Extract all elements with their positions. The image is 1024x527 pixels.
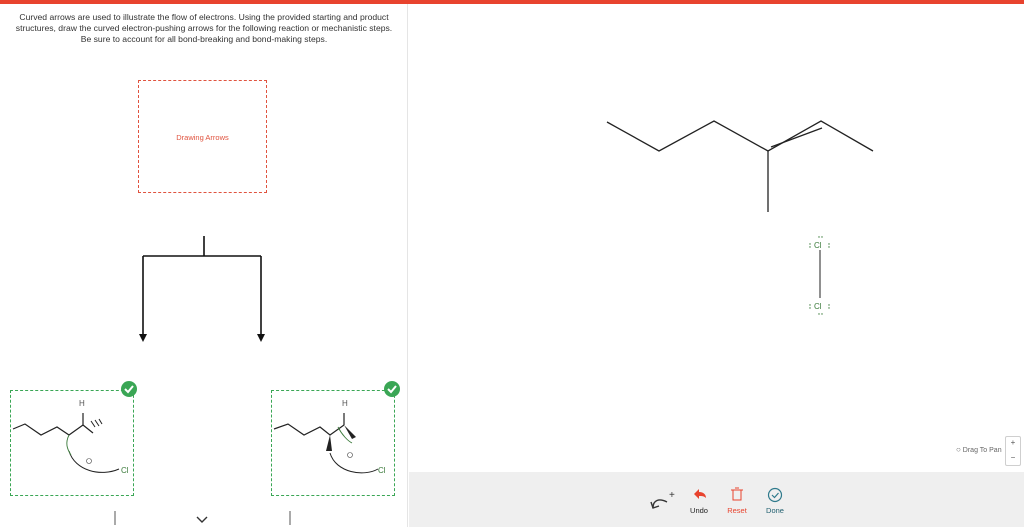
canvas-structures [409,4,1024,527]
mechanism-option-2[interactable] [271,390,395,496]
scroll-down-chevron-icon [197,517,207,522]
option-1-valid-icon [121,381,137,397]
pan-icon: ○ [956,445,961,454]
done-label: Done [766,506,784,515]
reset-label: Reset [727,506,747,515]
option-2-cl-label: Cl [378,466,386,475]
alkene-skeleton [607,121,873,212]
canvas-cl-top: Cl [814,241,822,250]
drawing-arrows-label: Drawing Arrows [176,133,229,142]
curved-arrow-plus-icon [645,486,679,516]
add-arrow-button[interactable] [645,486,679,520]
option-2-valid-icon [384,381,400,397]
trash-icon [720,486,754,506]
instructions-text: Curved arrows are used to illustrate the flow of electrons. Using the provided starting and product structures, draw the curved electron-pushing arrows for the following reaction or mechanistic steps. Be sure to account for all bond-breaking and bond-making steps. [15,12,393,44]
zoom-control [1005,436,1021,466]
option-2-h-label: H [342,399,348,408]
drawing-canvas[interactable] [409,4,1024,527]
reset-button[interactable] [720,486,754,520]
drag-to-pan-hint [956,445,1002,454]
canvas-cl-bottom: Cl [814,302,822,311]
bottom-toolbar [409,472,1024,527]
pan-hint-label: Drag To Pan [962,447,1002,454]
zoom-out-button[interactable]: − [1010,453,1016,462]
option-1-h-label: H [79,399,85,408]
arrowhead-right [257,334,265,342]
done-button[interactable] [758,486,792,520]
check-circle-icon [758,486,792,506]
undo-icon [682,486,716,506]
option-1-structure [11,391,135,497]
option-2-structure [272,391,396,497]
options-scroll-strip [0,505,408,527]
zoom-in-button[interactable]: + [1010,438,1016,447]
undo-label: Undo [690,506,708,515]
svg-text:+: + [669,490,675,501]
undo-button[interactable] [682,486,716,520]
mechanism-option-1[interactable] [10,390,134,496]
option-1-cl-label: Cl [121,466,129,475]
arrowhead-left [139,334,147,342]
